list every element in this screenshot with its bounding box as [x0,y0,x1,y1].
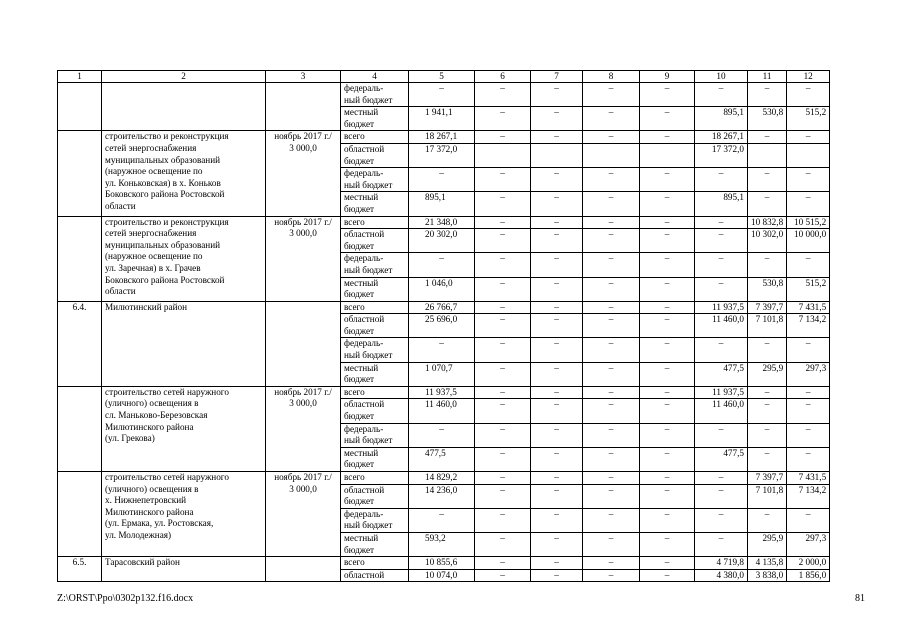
table-row [58,301,830,314]
amount-cell: – [583,386,640,399]
item-number [58,386,102,471]
amount-cell: – [583,192,640,216]
item-number [58,216,102,301]
amount-cell: – [475,253,531,277]
amount-cell: 295,9 [748,362,787,386]
item-number [58,131,102,216]
amount-cell: – [640,569,695,582]
funding-source: федераль- ный бюджет [341,83,409,107]
amount-cell: – [583,447,640,471]
amount-cell: – [640,484,695,508]
amount-cell: – [531,168,583,192]
amount-cell: – [531,314,583,338]
deadline-capacity: ноябрь 2017 г./ 3 000,0 [266,131,341,216]
amount-cell: – [475,447,531,471]
amount-cell: – [640,301,695,314]
amount-cell: – [531,557,583,570]
column-number: 2 [102,71,266,83]
funding-source: всего [341,301,409,314]
amount-cell: 7 101,8 [748,314,787,338]
amount-cell: – [409,83,475,107]
amount-cell: – [531,107,583,131]
column-number: 8 [583,71,640,83]
funding-source: всего [341,557,409,570]
amount-cell: – [640,168,695,192]
amount-cell: 11 937,5 [409,386,475,399]
amount-cell: – [695,253,748,277]
amount-cell: 297,3 [787,532,830,556]
amount-cell: – [475,168,531,192]
amount-cell: – [787,423,830,447]
amount-cell: – [640,229,695,253]
amount-cell: – [531,338,583,362]
amount-cell: – [695,277,748,301]
column-number: 10 [695,71,748,83]
amount-cell: – [583,253,640,277]
column-number: 7 [531,71,583,83]
object-name: строительство и реконструкция сетей энергоснабжения муниципальных образований (наружное освещение по ул. Заречная) в х. Грачев Боковского района Ростовской области [102,216,266,301]
funding-source: федераль- ный бюджет [341,168,409,192]
amount-cell: – [748,83,787,107]
amount-cell: 1 941,1 [409,107,475,131]
amount-cell: – [695,83,748,107]
amount-cell: 895,1 [695,192,748,216]
item-number: 6.5. [58,557,102,582]
amount-cell: – [748,168,787,192]
amount-cell: 4 719,8 [695,557,748,570]
amount-cell: – [640,277,695,301]
amount-cell: – [531,386,583,399]
amount-cell: – [583,301,640,314]
column-number: 9 [640,71,695,83]
amount-cell: 11 460,0 [409,399,475,423]
amount-cell: 530,8 [748,107,787,131]
deadline-capacity: ноябрь 2017 г./ 3 000,0 [266,472,341,557]
funding-source: местный бюджет [341,532,409,556]
amount-cell: – [475,423,531,447]
amount-cell: – [475,83,531,107]
funding-source: местный бюджет [341,192,409,216]
amount-cell: – [787,253,830,277]
amount-cell: 10 074,0 [409,569,475,582]
amount-cell: 25 696,0 [409,314,475,338]
amount-cell: – [787,192,830,216]
amount-cell: – [748,192,787,216]
table-row [58,386,830,399]
amount-cell: – [695,216,748,229]
object-name: Тарасовский район [102,557,266,582]
amount-cell: – [409,168,475,192]
amount-cell: 593,2 [409,532,475,556]
amount-cell: – [695,168,748,192]
amount-cell: – [695,338,748,362]
amount-cell: – [583,557,640,570]
amount-cell: 2 000,0 [787,557,830,570]
funding-source: федераль- ный бюджет [341,253,409,277]
amount-cell: 17 372,0 [409,143,475,167]
amount-cell: – [748,423,787,447]
amount-cell: – [475,277,531,301]
amount-cell: – [409,508,475,532]
amount-cell [531,143,583,167]
amount-cell: – [583,83,640,107]
funding-source: местный бюджет [341,107,409,131]
amount-cell: – [748,253,787,277]
funding-source: федераль- ный бюджет [341,508,409,532]
amount-cell: 515,2 [787,107,830,131]
funding-source: всего [341,386,409,399]
amount-cell: 895,1 [409,192,475,216]
amount-cell: 515,2 [787,277,830,301]
object-name: строительство и реконструкция сетей энергоснабжения муниципальных образований (наружное освещение по ул. Коньковская) в х. Коньков Боковского района Ростовской области [102,131,266,216]
amount-cell: – [409,338,475,362]
column-number: 12 [787,71,830,83]
amount-cell: – [640,131,695,144]
deadline-capacity: ноябрь 2017 г./ 3 000,0 [266,386,341,471]
amount-cell: – [475,532,531,556]
funding-source: всего [341,216,409,229]
funding-source: местный бюджет [341,447,409,471]
amount-cell: – [695,508,748,532]
amount-cell: 7 397,7 [748,472,787,485]
amount-cell: – [475,301,531,314]
amount-cell: 11 460,0 [695,314,748,338]
table-row [58,557,830,570]
amount-cell: 1 070,7 [409,362,475,386]
funding-source: всего [341,472,409,485]
amount-cell: – [695,472,748,485]
amount-cell: 18 267,1 [409,131,475,144]
amount-cell: – [531,532,583,556]
amount-cell: – [531,362,583,386]
amount-cell: – [583,277,640,301]
column-number: 4 [341,71,409,83]
column-number: 3 [266,71,341,83]
amount-cell: – [787,508,830,532]
amount-cell [583,143,640,167]
amount-cell: – [475,338,531,362]
amount-cell: – [475,508,531,532]
page-number: 81 [855,593,865,604]
amount-cell: – [640,508,695,532]
amount-cell: 477,5 [695,362,748,386]
amount-cell: – [475,557,531,570]
amount-cell: 10 302,0 [748,229,787,253]
amount-cell: – [695,229,748,253]
table-row [58,472,830,485]
deadline-capacity: ноябрь 2017 г./ 3 000,0 [266,216,341,301]
deadline-capacity [266,557,341,582]
amount-cell: 11 460,0 [695,399,748,423]
amount-cell: – [583,472,640,485]
amount-cell: – [640,107,695,131]
amount-cell: – [475,216,531,229]
amount-cell: 10 855,6 [409,557,475,570]
column-number-row [58,71,830,83]
amount-cell: 14 236,0 [409,484,475,508]
amount-cell: – [748,399,787,423]
amount-cell: – [475,399,531,423]
amount-cell: – [583,569,640,582]
amount-cell: – [409,253,475,277]
amount-cell: – [748,131,787,144]
funding-source: областной бюджет [341,314,409,338]
amount-cell: 7 101,8 [748,484,787,508]
amount-cell: – [640,314,695,338]
amount-cell: – [640,472,695,485]
funding-source: федераль- ный бюджет [341,338,409,362]
amount-cell: 1 046,0 [409,277,475,301]
amount-cell [787,143,830,167]
amount-cell: – [787,447,830,471]
amount-cell: – [583,362,640,386]
table-row [58,83,830,107]
amount-cell: 1 856,0 [787,569,830,582]
amount-cell: – [475,484,531,508]
amount-cell: 530,8 [748,277,787,301]
item-number [58,472,102,557]
amount-cell: – [475,386,531,399]
funding-source: областной [341,569,409,582]
funding-source: федераль- ный бюджет [341,423,409,447]
amount-cell: – [475,362,531,386]
amount-cell [475,143,531,167]
amount-cell: – [695,532,748,556]
object-name: строительство сетей наружного (уличного) освещения в х. Нижнепетровский Милютинского района (ул. Ермака, ул. Ростовская, ул. Молодежная) [102,472,266,557]
amount-cell: 297,3 [787,362,830,386]
table-row [58,216,830,229]
amount-cell [748,143,787,167]
amount-cell: – [531,447,583,471]
amount-cell: – [583,338,640,362]
amount-cell: – [695,484,748,508]
funding-source: областной бюджет [341,229,409,253]
amount-cell: – [640,192,695,216]
amount-cell: 10 832,8 [748,216,787,229]
column-number: 1 [58,71,102,83]
column-number: 11 [748,71,787,83]
amount-cell: – [787,131,830,144]
amount-cell: – [640,399,695,423]
amount-cell [640,143,695,167]
amount-cell: – [748,338,787,362]
amount-cell: – [531,484,583,508]
funding-source: областной бюджет [341,399,409,423]
amount-cell: – [640,532,695,556]
amount-cell: – [583,423,640,447]
funding-source: всего [341,131,409,144]
amount-cell: 10 000,0 [787,229,830,253]
amount-cell: – [640,83,695,107]
amount-cell: 26 766,7 [409,301,475,314]
amount-cell: – [583,131,640,144]
amount-cell: – [409,423,475,447]
amount-cell: – [531,216,583,229]
amount-cell: 10 515,2 [787,216,830,229]
amount-cell: – [748,386,787,399]
amount-cell: – [475,107,531,131]
budget-table [57,70,830,582]
amount-cell: 4 380,0 [695,569,748,582]
amount-cell: 7 134,2 [787,314,830,338]
amount-cell: – [531,277,583,301]
amount-cell: – [531,131,583,144]
amount-cell: 7 431,5 [787,472,830,485]
amount-cell: – [531,472,583,485]
amount-cell: – [475,472,531,485]
amount-cell: – [531,569,583,582]
amount-cell: 7 134,2 [787,484,830,508]
amount-cell: 295,9 [748,532,787,556]
amount-cell: – [640,338,695,362]
amount-cell: – [531,508,583,532]
amount-cell: – [475,314,531,338]
amount-cell: – [787,386,830,399]
amount-cell: 477,5 [695,447,748,471]
amount-cell: – [583,229,640,253]
amount-cell: – [640,557,695,570]
amount-cell: 3 838,0 [748,569,787,582]
amount-cell: – [583,508,640,532]
amount-cell: 895,1 [695,107,748,131]
amount-cell: – [475,569,531,582]
amount-cell: – [583,399,640,423]
amount-cell: – [640,362,695,386]
amount-cell: – [748,508,787,532]
amount-cell: – [531,399,583,423]
amount-cell: – [475,229,531,253]
amount-cell: – [640,253,695,277]
column-number: 6 [475,71,531,83]
amount-cell: – [583,216,640,229]
amount-cell: – [583,168,640,192]
column-number: 5 [409,71,475,83]
amount-cell: 11 937,5 [695,386,748,399]
amount-cell: – [583,107,640,131]
amount-cell: 14 829,2 [409,472,475,485]
amount-cell: 477,5 [409,447,475,471]
amount-cell: – [640,386,695,399]
amount-cell: – [787,83,830,107]
amount-cell: 18 267,1 [695,131,748,144]
amount-cell: – [583,532,640,556]
deadline-capacity [266,301,341,386]
item-number [58,83,102,131]
amount-cell: – [475,131,531,144]
amount-cell: – [531,301,583,314]
object-name: строительство сетей наружного (уличного) освещения в сл. Маньково-Березовская Милютинского района (ул. Грекова) [102,386,266,471]
item-number: 6.4. [58,301,102,386]
funding-source: местный бюджет [341,362,409,386]
amount-cell: – [475,192,531,216]
amount-cell: 11 937,5 [695,301,748,314]
amount-cell: – [787,168,830,192]
amount-cell: 20 302,0 [409,229,475,253]
amount-cell: – [531,253,583,277]
amount-cell: 21 348,0 [409,216,475,229]
document-path: Z:\ORST\Ppo\0302p132.f16.docx [57,593,194,604]
amount-cell: 7 397,7 [748,301,787,314]
amount-cell: – [531,423,583,447]
table-row [58,131,830,144]
funding-source: местный бюджет [341,277,409,301]
amount-cell: 17 372,0 [695,143,748,167]
funding-source: областной бюджет [341,484,409,508]
object-name [102,83,266,131]
amount-cell: 7 431,5 [787,301,830,314]
amount-cell: – [583,314,640,338]
amount-cell: – [787,338,830,362]
amount-cell: – [531,229,583,253]
amount-cell: – [531,83,583,107]
amount-cell: – [640,423,695,447]
amount-cell: – [748,447,787,471]
amount-cell: – [695,423,748,447]
amount-cell: – [583,484,640,508]
object-name: Милютинский район [102,301,266,386]
amount-cell: – [531,192,583,216]
amount-cell: – [640,216,695,229]
amount-cell: 4 135,8 [748,557,787,570]
funding-source: областной бюджет [341,143,409,167]
amount-cell: – [640,447,695,471]
amount-cell: – [787,399,830,423]
deadline-capacity [266,83,341,131]
